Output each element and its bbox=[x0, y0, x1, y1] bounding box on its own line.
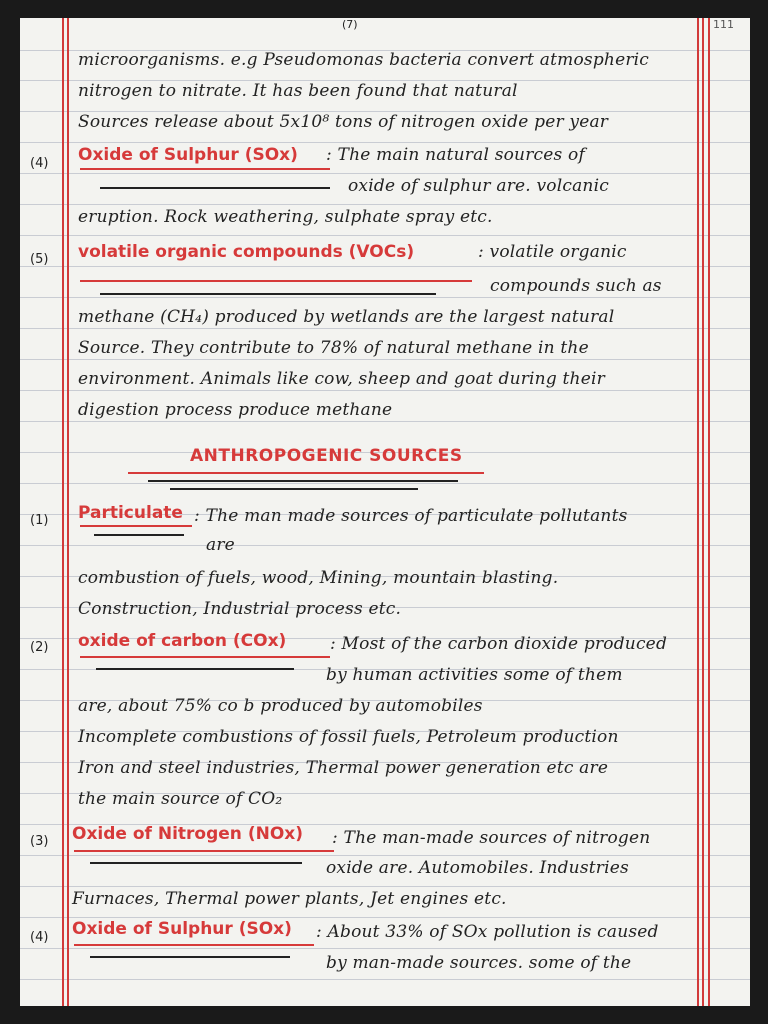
heading-particulate: Particulate bbox=[78, 503, 183, 523]
text-line: : The man made sources of particulate pollutants bbox=[194, 506, 628, 526]
heading-underline bbox=[90, 862, 302, 864]
ruled-line bbox=[20, 359, 750, 360]
ruled-line bbox=[20, 204, 750, 205]
ruled-line bbox=[20, 173, 750, 174]
heading-sox-anthropogenic: Oxide of Sulphur (SOx) bbox=[72, 919, 292, 939]
ruled-line bbox=[20, 328, 750, 329]
text-line: : The man-made sources of nitrogen bbox=[332, 828, 651, 848]
heading-underline bbox=[80, 656, 330, 658]
section-title-underline bbox=[128, 472, 484, 474]
ruled-line bbox=[20, 886, 750, 887]
text-line: : volatile organic bbox=[478, 242, 627, 262]
ruled-line bbox=[20, 266, 750, 267]
heading-nox: Oxide of Nitrogen (NOx) bbox=[72, 824, 304, 844]
text-line: : The main natural sources of bbox=[326, 145, 585, 165]
ruled-line bbox=[20, 421, 750, 422]
text-line: environment. Animals like cow, sheep and goat during their bbox=[78, 369, 605, 389]
ruled-line bbox=[20, 235, 750, 236]
heading-underline bbox=[80, 280, 472, 282]
text-line: combustion of fuels, wood, Mining, mountain blasting. bbox=[78, 568, 559, 588]
item-number: (2) bbox=[30, 640, 49, 655]
heading-sox-natural: Oxide of Sulphur (SOx) bbox=[78, 145, 298, 165]
text-line: compounds such as bbox=[490, 276, 662, 296]
text-line: are, about 75% co b produced by automobiles bbox=[78, 696, 483, 716]
text-line: Furnaces, Thermal power plants, Jet engines etc. bbox=[72, 889, 507, 909]
section-title: ANTHROPOGENIC SOURCES bbox=[190, 446, 463, 466]
text-line: Sources release about 5x10⁸ tons of nitrogen oxide per year bbox=[78, 112, 609, 132]
text-line: : About 33% of SOx pollution is caused bbox=[316, 922, 659, 942]
right-margin-line bbox=[708, 18, 710, 1006]
ruled-line bbox=[20, 390, 750, 391]
ruled-line bbox=[20, 142, 750, 143]
ruled-line bbox=[20, 483, 750, 484]
heading-underline bbox=[94, 534, 184, 536]
text-line: Incomplete combustions of fossil fuels, Petroleum production bbox=[78, 727, 619, 747]
heading-underline bbox=[100, 293, 436, 295]
text-line: by human activities some of them bbox=[326, 665, 623, 685]
item-number: (4) bbox=[30, 930, 49, 945]
text-line: Source. They contribute to 78% of natural methane in the bbox=[78, 338, 589, 358]
ruled-line bbox=[20, 297, 750, 298]
text-line: the main source of CO₂ bbox=[78, 789, 283, 809]
ruled-line bbox=[20, 855, 750, 856]
heading-underline bbox=[74, 944, 314, 946]
right-margin-line bbox=[697, 18, 699, 1006]
section-title-underline bbox=[148, 480, 458, 482]
item-number: (4) bbox=[30, 156, 49, 171]
text-line: microorganisms. e.g Pseudomonas bacteria convert atmospheric bbox=[78, 50, 650, 70]
notebook-page bbox=[20, 18, 750, 1006]
ruled-line bbox=[20, 917, 750, 918]
heading-underline bbox=[80, 168, 330, 170]
page-number: (7) bbox=[342, 18, 358, 31]
heading-underline bbox=[100, 187, 330, 189]
text-line: oxide of sulphur are. volcanic bbox=[348, 176, 609, 196]
item-number: (1) bbox=[30, 513, 49, 528]
text-line: Iron and steel industries, Thermal power generation etc are bbox=[78, 758, 609, 778]
section-title-underline bbox=[170, 488, 418, 490]
text-line: methane (CH₄) produced by wetlands are the largest natural bbox=[78, 307, 615, 327]
text-line: eruption. Rock weathering, sulphate spray etc. bbox=[78, 207, 493, 227]
ruled-line bbox=[20, 979, 750, 980]
text-line: Construction, Industrial process etc. bbox=[78, 599, 402, 619]
heading-underline bbox=[96, 668, 294, 670]
heading-underline bbox=[80, 525, 192, 527]
text-line: oxide are. Automobiles. Industries bbox=[326, 858, 629, 878]
text-line: nitrogen to nitrate. It has been found that natural bbox=[78, 81, 518, 101]
item-number: (3) bbox=[30, 834, 49, 849]
right-margin-line bbox=[702, 18, 704, 1006]
heading-cox: oxide of carbon (COx) bbox=[78, 631, 287, 651]
corner-mark: 111 bbox=[713, 18, 734, 31]
item-number: (5) bbox=[30, 252, 49, 267]
left-margin-line bbox=[62, 18, 64, 1006]
heading-underline bbox=[90, 956, 290, 958]
left-margin-line bbox=[67, 18, 69, 1006]
heading-underline bbox=[74, 850, 334, 852]
text-line: : Most of the carbon dioxide produced bbox=[330, 634, 668, 654]
text-line: digestion process produce methane bbox=[78, 400, 393, 420]
text-line: are bbox=[206, 535, 235, 555]
ruled-line bbox=[20, 545, 750, 546]
text-line: by man-made sources. some of the bbox=[326, 953, 632, 973]
heading-vocs: volatile organic compounds (VOCs) bbox=[78, 242, 415, 262]
ruled-line bbox=[20, 948, 750, 949]
